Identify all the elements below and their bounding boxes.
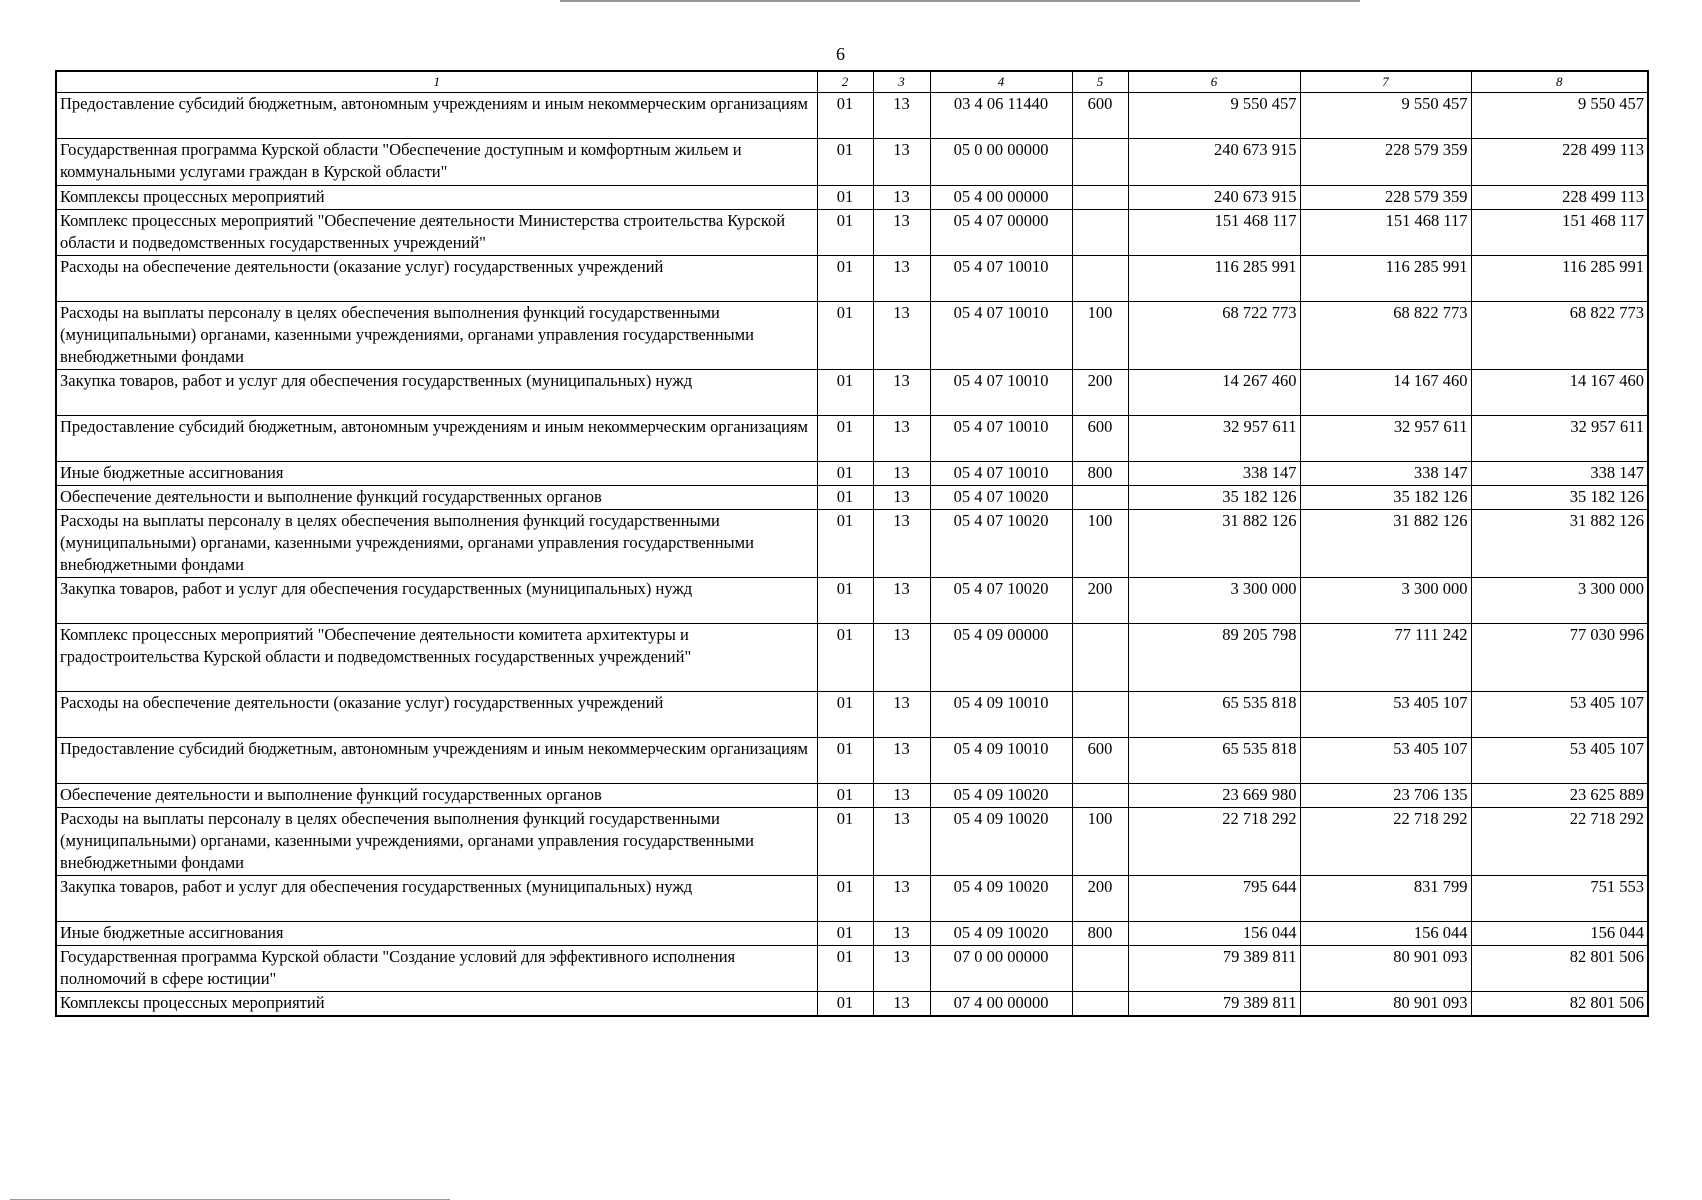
column-header: 4 (930, 71, 1072, 93)
expense-type-cell (1072, 486, 1128, 510)
subsection-code-cell: 13 (873, 416, 930, 462)
amount-col7-cell: 53 405 107 (1300, 738, 1471, 784)
section-code-cell: 01 (817, 186, 873, 210)
subsection-code-cell: 13 (873, 93, 930, 139)
column-header: 3 (873, 71, 930, 93)
target-article-cell: 05 4 09 10010 (930, 692, 1072, 738)
amount-col6-cell: 23 669 980 (1128, 784, 1300, 808)
expense-name-cell: Расходы на выплаты персоналу в целях обеспечения выполнения функций государственными (муниципальными) органами, казенными учреждениями, органами управления государственными внебюджетными фондами (56, 808, 817, 876)
amount-col8-cell: 32 957 611 (1471, 416, 1648, 462)
expense-name-cell: Расходы на обеспечение деятельности (оказание услуг) государственных учреждений (56, 256, 817, 302)
subsection-code-cell: 13 (873, 210, 930, 256)
table-row (56, 946, 1648, 992)
expense-name-cell: Обеспечение деятельности и выполнение функций государственных органов (56, 784, 817, 808)
amount-col6-cell: 338 147 (1128, 462, 1300, 486)
subsection-code-cell: 13 (873, 992, 930, 1016)
expense-type-cell: 100 (1072, 510, 1128, 578)
section-code-cell: 01 (817, 922, 873, 946)
expense-type-cell: 800 (1072, 462, 1128, 486)
subsection-code-cell: 13 (873, 186, 930, 210)
section-code-cell: 01 (817, 510, 873, 578)
subsection-code-cell: 13 (873, 922, 930, 946)
amount-col7-cell: 32 957 611 (1300, 416, 1471, 462)
amount-col7-cell: 77 111 242 (1300, 624, 1471, 692)
expense-type-cell: 600 (1072, 738, 1128, 784)
expense-type-cell: 200 (1072, 578, 1128, 624)
amount-col8-cell: 35 182 126 (1471, 486, 1648, 510)
amount-col6-cell: 22 718 292 (1128, 808, 1300, 876)
amount-col8-cell: 151 468 117 (1471, 210, 1648, 256)
column-header: 2 (817, 71, 873, 93)
expense-type-cell (1072, 139, 1128, 186)
section-code-cell: 01 (817, 462, 873, 486)
expense-type-cell (1072, 624, 1128, 692)
target-article-cell: 05 4 07 10010 (930, 370, 1072, 416)
amount-col8-cell: 228 499 113 (1471, 186, 1648, 210)
amount-col8-cell: 68 822 773 (1471, 302, 1648, 370)
subsection-code-cell: 13 (873, 808, 930, 876)
amount-col8-cell: 14 167 460 (1471, 370, 1648, 416)
section-code-cell: 01 (817, 370, 873, 416)
expense-name-cell: Комплексы процессных мероприятий (56, 992, 817, 1016)
column-header: 6 (1128, 71, 1300, 93)
amount-col7-cell: 35 182 126 (1300, 486, 1471, 510)
expense-type-cell (1072, 692, 1128, 738)
section-code-cell: 01 (817, 738, 873, 784)
amount-col6-cell: 79 389 811 (1128, 992, 1300, 1016)
target-article-cell: 05 4 07 00000 (930, 210, 1072, 256)
amount-col7-cell: 831 799 (1300, 876, 1471, 922)
target-article-cell: 05 0 00 00000 (930, 139, 1072, 186)
table-row (56, 784, 1648, 808)
expense-name-cell: Расходы на обеспечение деятельности (оказание услуг) государственных учреждений (56, 692, 817, 738)
amount-col7-cell: 80 901 093 (1300, 992, 1471, 1016)
target-article-cell: 07 4 00 00000 (930, 992, 1072, 1016)
subsection-code-cell: 13 (873, 510, 930, 578)
table-row (56, 93, 1648, 139)
amount-col6-cell: 240 673 915 (1128, 186, 1300, 210)
amount-col6-cell: 32 957 611 (1128, 416, 1300, 462)
amount-col8-cell: 82 801 506 (1471, 946, 1648, 992)
subsection-code-cell: 13 (873, 738, 930, 784)
amount-col7-cell: 228 579 359 (1300, 186, 1471, 210)
table-row (56, 624, 1648, 692)
column-header: 1 (56, 71, 817, 93)
section-code-cell: 01 (817, 992, 873, 1016)
amount-col8-cell: 751 553 (1471, 876, 1648, 922)
expense-name-cell: Предоставление субсидий бюджетным, автономным учреждениям и иным некоммерческим организациям (56, 738, 817, 784)
section-code-cell: 01 (817, 578, 873, 624)
budget-table (55, 70, 1649, 1017)
subsection-code-cell: 13 (873, 946, 930, 992)
expense-type-cell (1072, 992, 1128, 1016)
amount-col7-cell: 116 285 991 (1300, 256, 1471, 302)
amount-col8-cell: 228 499 113 (1471, 139, 1648, 186)
amount-col6-cell: 31 882 126 (1128, 510, 1300, 578)
expense-name-cell: Комплекс процессных мероприятий "Обеспечение деятельности Министерства строительства Курской области и подведомственных государственных учреждений" (56, 210, 817, 256)
amount-col6-cell: 156 044 (1128, 922, 1300, 946)
table-row (56, 210, 1648, 256)
amount-col8-cell: 82 801 506 (1471, 992, 1648, 1016)
expense-type-cell (1072, 784, 1128, 808)
target-article-cell: 05 4 09 00000 (930, 624, 1072, 692)
amount-col6-cell: 14 267 460 (1128, 370, 1300, 416)
section-code-cell: 01 (817, 946, 873, 992)
column-header: 8 (1471, 71, 1648, 93)
column-number-row (56, 71, 1648, 93)
amount-col7-cell: 338 147 (1300, 462, 1471, 486)
table-row (56, 256, 1648, 302)
amount-col6-cell: 89 205 798 (1128, 624, 1300, 692)
section-code-cell: 01 (817, 210, 873, 256)
amount-col7-cell: 156 044 (1300, 922, 1471, 946)
expense-name-cell: Закупка товаров, работ и услуг для обеспечения государственных (муниципальных) нужд (56, 876, 817, 922)
table-row (56, 462, 1648, 486)
amount-col7-cell: 14 167 460 (1300, 370, 1471, 416)
amount-col6-cell: 79 389 811 (1128, 946, 1300, 992)
target-article-cell: 05 4 09 10010 (930, 738, 1072, 784)
amount-col7-cell: 228 579 359 (1300, 139, 1471, 186)
table-row (56, 370, 1648, 416)
section-code-cell: 01 (817, 692, 873, 738)
target-article-cell: 05 4 07 10020 (930, 578, 1072, 624)
amount-col8-cell: 53 405 107 (1471, 738, 1648, 784)
expense-name-cell: Расходы на выплаты персоналу в целях обеспечения выполнения функций государственными (муниципальными) органами, казенными учреждениями, органами управления государственными внебюджетными фондами (56, 302, 817, 370)
target-article-cell: 07 0 00 00000 (930, 946, 1072, 992)
expense-name-cell: Обеспечение деятельности и выполнение функций государственных органов (56, 486, 817, 510)
amount-col7-cell: 53 405 107 (1300, 692, 1471, 738)
amount-col6-cell: 116 285 991 (1128, 256, 1300, 302)
column-header: 5 (1072, 71, 1128, 93)
section-code-cell: 01 (817, 624, 873, 692)
table-row (56, 808, 1648, 876)
amount-col8-cell: 53 405 107 (1471, 692, 1648, 738)
expense-type-cell (1072, 946, 1128, 992)
target-article-cell: 05 4 07 10010 (930, 416, 1072, 462)
expense-type-cell (1072, 186, 1128, 210)
subsection-code-cell: 13 (873, 876, 930, 922)
section-code-cell: 01 (817, 93, 873, 139)
subsection-code-cell: 13 (873, 486, 930, 510)
table-row (56, 578, 1648, 624)
amount-col7-cell: 31 882 126 (1300, 510, 1471, 578)
target-article-cell: 05 4 09 10020 (930, 808, 1072, 876)
target-article-cell: 05 4 09 10020 (930, 784, 1072, 808)
table-row (56, 738, 1648, 784)
scan-edge-line-top (560, 0, 1360, 2)
expense-name-cell: Расходы на выплаты персоналу в целях обеспечения выполнения функций государственными (муниципальными) органами, казенными учреждениями, органами управления государственными внебюджетными фондами (56, 510, 817, 578)
subsection-code-cell: 13 (873, 139, 930, 186)
amount-col6-cell: 65 535 818 (1128, 738, 1300, 784)
amount-col6-cell: 240 673 915 (1128, 139, 1300, 186)
table-row (56, 302, 1648, 370)
amount-col7-cell: 68 822 773 (1300, 302, 1471, 370)
expense-type-cell: 800 (1072, 922, 1128, 946)
amount-col7-cell: 3 300 000 (1300, 578, 1471, 624)
amount-col7-cell: 22 718 292 (1300, 808, 1471, 876)
amount-col8-cell: 3 300 000 (1471, 578, 1648, 624)
subsection-code-cell: 13 (873, 578, 930, 624)
subsection-code-cell: 13 (873, 624, 930, 692)
target-article-cell: 03 4 06 11440 (930, 93, 1072, 139)
amount-col8-cell: 23 625 889 (1471, 784, 1648, 808)
table-row (56, 510, 1648, 578)
subsection-code-cell: 13 (873, 370, 930, 416)
section-code-cell: 01 (817, 416, 873, 462)
table-row (56, 486, 1648, 510)
target-article-cell: 05 4 09 10020 (930, 922, 1072, 946)
column-header: 7 (1300, 71, 1471, 93)
expense-type-cell: 600 (1072, 416, 1128, 462)
amount-col6-cell: 65 535 818 (1128, 692, 1300, 738)
expense-name-cell: Государственная программа Курской области "Создание условий для эффективного исполнения полномочий в сфере юстиции" (56, 946, 817, 992)
section-code-cell: 01 (817, 486, 873, 510)
target-article-cell: 05 4 07 10010 (930, 302, 1072, 370)
amount-col8-cell: 338 147 (1471, 462, 1648, 486)
expense-name-cell: Иные бюджетные ассигнования (56, 462, 817, 486)
subsection-code-cell: 13 (873, 462, 930, 486)
table-row (56, 992, 1648, 1016)
section-code-cell: 01 (817, 876, 873, 922)
amount-col6-cell: 9 550 457 (1128, 93, 1300, 139)
target-article-cell: 05 4 07 10020 (930, 486, 1072, 510)
expense-type-cell: 100 (1072, 808, 1128, 876)
section-code-cell: 01 (817, 302, 873, 370)
subsection-code-cell: 13 (873, 784, 930, 808)
table-body (56, 93, 1648, 1016)
subsection-code-cell: 13 (873, 692, 930, 738)
amount-col6-cell: 151 468 117 (1128, 210, 1300, 256)
expense-name-cell: Закупка товаров, работ и услуг для обеспечения государственных (муниципальных) нужд (56, 578, 817, 624)
expense-name-cell: Комплекс процессных мероприятий "Обеспечение деятельности комитета архитектуры и градостроительства Курской области и подведомственных государственных учреждений" (56, 624, 817, 692)
table-row (56, 416, 1648, 462)
amount-col8-cell: 77 030 996 (1471, 624, 1648, 692)
section-code-cell: 01 (817, 256, 873, 302)
page-number: 6 (836, 44, 845, 64)
expense-type-cell: 100 (1072, 302, 1128, 370)
section-code-cell: 01 (817, 139, 873, 186)
amount-col6-cell: 3 300 000 (1128, 578, 1300, 624)
expense-type-cell: 600 (1072, 93, 1128, 139)
expense-name-cell: Предоставление субсидий бюджетным, автономным учреждениям и иным некоммерческим организациям (56, 416, 817, 462)
table-row (56, 692, 1648, 738)
target-article-cell: 05 4 09 10020 (930, 876, 1072, 922)
expense-name-cell: Иные бюджетные ассигнования (56, 922, 817, 946)
amount-col6-cell: 68 722 773 (1128, 302, 1300, 370)
amount-col8-cell: 9 550 457 (1471, 93, 1648, 139)
section-code-cell: 01 (817, 784, 873, 808)
amount-col7-cell: 23 706 135 (1300, 784, 1471, 808)
amount-col7-cell: 80 901 093 (1300, 946, 1471, 992)
expense-type-cell (1072, 256, 1128, 302)
target-article-cell: 05 4 00 00000 (930, 186, 1072, 210)
amount-col8-cell: 156 044 (1471, 922, 1648, 946)
expense-type-cell (1072, 210, 1128, 256)
expense-name-cell: Комплексы процессных мероприятий (56, 186, 817, 210)
expense-type-cell: 200 (1072, 370, 1128, 416)
target-article-cell: 05 4 07 10020 (930, 510, 1072, 578)
expense-name-cell: Предоставление субсидий бюджетным, автономным учреждениям и иным некоммерческим организациям (56, 93, 817, 139)
amount-col7-cell: 151 468 117 (1300, 210, 1471, 256)
table-row (56, 139, 1648, 186)
amount-col7-cell: 9 550 457 (1300, 93, 1471, 139)
target-article-cell: 05 4 07 10010 (930, 462, 1072, 486)
expense-type-cell: 200 (1072, 876, 1128, 922)
table-row (56, 876, 1648, 922)
expense-name-cell: Закупка товаров, работ и услуг для обеспечения государственных (муниципальных) нужд (56, 370, 817, 416)
amount-col8-cell: 22 718 292 (1471, 808, 1648, 876)
expense-name-cell: Государственная программа Курской области "Обеспечение доступным и комфортным жильем и коммунальными услугами граждан в Курской области" (56, 139, 817, 186)
table-row (56, 922, 1648, 946)
subsection-code-cell: 13 (873, 256, 930, 302)
amount-col8-cell: 31 882 126 (1471, 510, 1648, 578)
table-row (56, 186, 1648, 210)
amount-col6-cell: 795 644 (1128, 876, 1300, 922)
amount-col6-cell: 35 182 126 (1128, 486, 1300, 510)
target-article-cell: 05 4 07 10010 (930, 256, 1072, 302)
subsection-code-cell: 13 (873, 302, 930, 370)
amount-col8-cell: 116 285 991 (1471, 256, 1648, 302)
section-code-cell: 01 (817, 808, 873, 876)
